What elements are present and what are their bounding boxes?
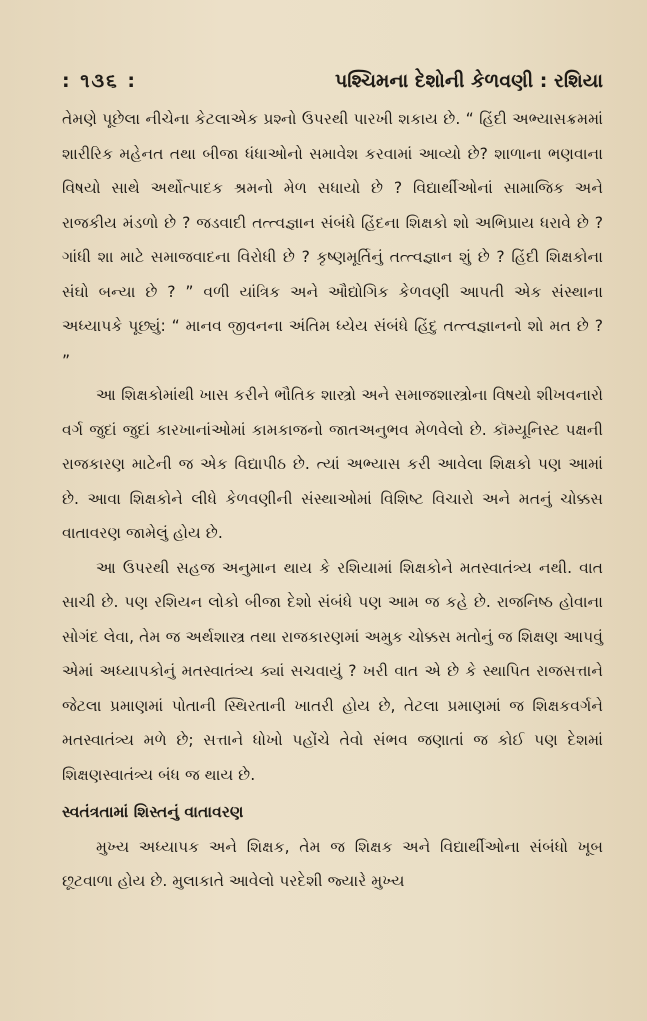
page-number: : ૧૩૬ : bbox=[62, 70, 138, 92]
running-title: પશ્ચિમના દેશોની કેળવણી : રશિયા bbox=[334, 70, 603, 92]
paragraph-1: તેમણે પૂછેલા નીચેના કેટલાએક પ્રશ્નો ઉપરથી પારખી શકાય છે. “ હિંદી અભ્યાસક્રમમાં શારીરિક મહેનત તથા બીજા ધંધાઓનો સમાવેશ કરવામાં આવ્યો છે? શાળાના ભણવાના વિષયો સાથે અર્થોત્પાદક શ્રમનો મેળ સધાયો છે ? વિદ્યાર્થીઓનાં સામાજિક અને રાજકીય મંડળો છે ? જડવાદી તત્ત્વજ્ઞાન સંબંધે હિંદના શિક્ષકો શો અભિપ્રાય ધરાવે છે ? ગાંધી શા માટે સમાજવાદના વિરોધી છે ? કૃષ્ણમૂર્તિનું તત્ત્વજ્ઞાન શું છે ? હિંદી શિક્ષકોના સંઘો બન્યા છે ? ” વળી યાંત્રિક અને ઔદ્યોગિક કેળવણી આપતી એક સંસ્થાના અધ્યાપકે પૂછ્યું: “ માનવ જીવનના અંતિમ ધ્યેય સંબંધે હિંદુ તત્ત્વજ્ઞાનનો શો મત છે ? ” bbox=[62, 110, 603, 370]
paragraph-4: મુખ્ય અધ્યાપક અને શિક્ષક, તેમ જ શિક્ષક અને વિદ્યાર્થીઓના સંબંધો ખૂબ છૂટવાળા હોય છે. મુલાકાતે આવેલો પરદેશી જ્યારે મુખ્ય bbox=[62, 837, 603, 890]
paragraph-3: આ ઉપરથી સહજ અનુમાન થાય કે રશિયામાં શિક્ષકોને મતસ્વાતંત્ર્ય નથી. વાત સાચી છે. પણ રશિયન લોકો બીજા દેશો સંબંધે પણ આમ જ કહે છે. રાજનિષ્ઠ હોવાના સોગંદ લેવા, તેમ જ અર્થશાસ્ત્ર તથા રાજકારણમાં અમુક ચોક્કસ મતોનું જ શિક્ષણ આપવું એમાં અધ્યાપકોનું મતસ્વાતંત્ર્ય ક્યાં સચવાયું ? ખરી વાત એ છે કે સ્થાપિત રાજસત્તાને જેટલા પ્રમાણમાં પોતાની સ્થિરતાની ખાતરી હોય છે, તેટલા પ્રમાણમાં જ શિક્ષકવર્ગને મતસ્વાતંત્ર્ય મળે છે; સત્તાને ધોખો પહોંચે તેવો સંભવ જણાતાં જ કોઈ પણ દેશમાં શિક્ષણસ્વાતંત્ર્ય બંધ જ થાય છે. bbox=[62, 558, 603, 784]
paragraph-2: આ શિક્ષકોમાંથી ખાસ કરીને ભૌતિક શાસ્ત્રો અને સમાજશાસ્ત્રોના વિષયો શીખવનારો વર્ગ જુદાં જુદાં કારખાનાંઓમાં કામકાજનો જાતઅનુભવ મેળવેલો છે. કૉમ્યૂનિસ્ટ પક્ષની રાજકારણ માટેની જ એક વિદ્યાપીઠ છે. ત્યાં અભ્યાસ કરી આવેલા શિક્ષકો પણ આમાં છે. આવા શિક્ષકોને લીધે કેળવણીની સંસ્થાઓમાં વિશિષ્ટ વિચારો અને મતનું ચોક્કસ વાતાવરણ જામેલું હોય છે. bbox=[62, 386, 603, 542]
page-header bbox=[62, 70, 603, 92]
section-heading: સ્વતંત્રતામાં શિસ્તનું વાતાવરણ bbox=[62, 803, 244, 821]
